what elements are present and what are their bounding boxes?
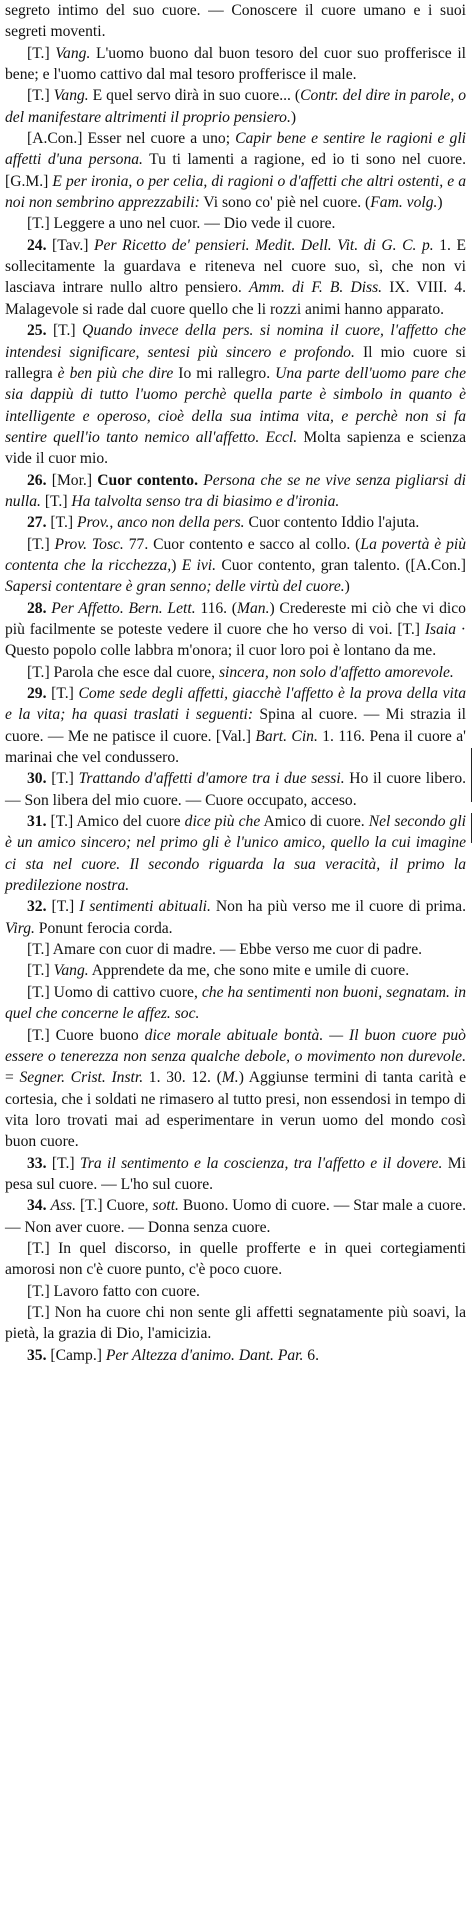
entry-paragraph <box>5 683 466 768</box>
italic-gloss: E ivi. <box>181 556 217 574</box>
italic-gloss: Prov. Tosc. <box>54 535 124 553</box>
entry-text: [T.] <box>46 770 79 788</box>
entry-text: [A.Con.] Esser nel cuore a uno; <box>27 130 236 148</box>
entry-text: ) Aggiunse termini di tanta carità e cortesia, che i soldati ne rimasero al tutto presi, non essendosi in tempo di vita loro trovati mai ad esperimentare in verun uomo del mondo così buon cuore. <box>5 1069 467 1151</box>
italic-gloss: Virg. <box>5 919 35 937</box>
entry-text: [T.] <box>46 514 77 532</box>
sense-number: 29. <box>27 685 47 702</box>
italic-gloss: Prov., anco non della pers. <box>76 514 245 532</box>
entry-text: E quel servo dirà in suo cuore... ( <box>88 87 301 105</box>
italic-gloss: Ass. <box>50 1197 77 1215</box>
entry-paragraph <box>5 235 466 320</box>
italic-gloss: Nel secondo gli è un amico sincero; nel primo gli è l'unico amico, quello la cui imagine ci sta nel cuore. Il secondo riguarda la sua veracità, il primo la predilezione nostra. <box>5 813 467 895</box>
dictionary-entry-cuore <box>5 0 466 1366</box>
italic-gloss: Sapersi contentare è gran senno; delle virtù del cuore. <box>5 578 345 596</box>
entry-text: 1. 30. 12. ( <box>143 1069 222 1087</box>
sense-number: 33. <box>27 1154 47 1172</box>
entry-text: Io mi rallegro. <box>173 364 276 382</box>
italic-gloss: Contr. del dire in parole, o del manifestare altrimenti il proprio pensiero. <box>5 87 467 126</box>
entry-text: Cuor contento, gran talento. ([A.Con.] <box>216 556 466 574</box>
entry-text: Vi sono co' piè nel cuore. ( <box>199 194 371 212</box>
entry-text: Non ha più verso me il cuore di prima. <box>210 898 466 916</box>
entry-text: 6. <box>303 1346 319 1364</box>
entry-text: Il mio cuore si rallegra <box>5 343 466 382</box>
italic-gloss: sott. <box>152 1197 179 1215</box>
entry-paragraph <box>5 512 466 533</box>
entry-paragraph <box>5 470 466 513</box>
italic-gloss: Vang. <box>55 44 91 62</box>
italic-gloss: dice morale abituale bontà. — Il buon cuore può essere o tenerezza non senza qualche debole, o movimento non durevole. <box>5 1026 466 1065</box>
entry-text: [T.] <box>46 898 80 916</box>
italic-gloss: Trattando d'affetti d'amore tra i due sessi. <box>78 770 345 788</box>
entry-text: Ho il cuore libero. — Son libera del mio cuore. — Cuore occupato, acceso. <box>5 770 467 809</box>
italic-gloss: dice più che <box>184 813 261 831</box>
entry-text: [T.] <box>46 1154 80 1172</box>
entry-text: segreto intimo del suo cuore. — Conoscere il cuore umano e i suoi segreti moventi. <box>5 2 466 41</box>
entry-paragraph <box>5 128 466 213</box>
entry-paragraph <box>5 43 466 86</box>
italic-gloss: Per Altezza d'animo. Dant. Par. <box>105 1346 304 1364</box>
entry-text: Tu ti lamenti a ragione, ed io ti sono nel cuore. [G.M.] <box>5 151 466 190</box>
entry-text: Cuor contento Iddio l'ajuta. <box>244 514 420 532</box>
entry-text: [T.] <box>27 44 56 62</box>
italic-gloss: La povertà è più contenta che la ricchezza, <box>5 535 466 574</box>
entry-text: [Mor.] <box>46 471 98 489</box>
entry-text: IX. VIII. 4. Malagevole si rade dal cuore quello che li rozzi animi hanno apparato. <box>5 279 467 318</box>
entry-text: [T.] In quel discorso, in quelle profferte e in quei cortegiamenti amorosi non c'è cuore punto, c'è poco cuore. <box>5 1239 466 1279</box>
headword-phrase: Cuor contento. <box>97 471 198 489</box>
entry-text: Buono. Uomo di cuore. — Star male a cuore. — Non aver cuore. — Donna senza cuore. <box>5 1197 466 1236</box>
italic-gloss: I sentimenti abituali. <box>79 898 211 916</box>
sense-number: 26. <box>27 471 47 489</box>
entry-text: L'uomo buono dal buon tesoro del cuor suo profferisce il bene; e l'uomo cattivo dal mal tesoro profferisce il male. <box>5 44 466 84</box>
entry-paragraph <box>5 896 466 939</box>
italic-gloss: Vang. <box>53 87 89 105</box>
entry-paragraph <box>5 939 466 960</box>
sense-number: 24. <box>27 236 47 254</box>
italic-gloss: Quando invece della pers. si nomina il cuore, l'affetto che intendesi significare, sentesi più sincero e profondo. <box>5 322 467 361</box>
entry-text: · Questo popolo colle labbra m'onora; il cuor loro poi è lontano da me. <box>5 620 466 660</box>
entry-text: ) Credereste mi ciò che vi dico più facilmente se poteste vedere il cuore che ho verso di voi. [T.] <box>5 599 466 638</box>
sense-number: 27. <box>27 514 47 532</box>
margin-rule <box>471 748 472 802</box>
entry-text: [T.] Amare con cuor di madre. — Ebbe verso me cuor di padre. <box>27 941 423 959</box>
italic-gloss: Fam. volg. <box>370 194 438 212</box>
entry-paragraph <box>5 1025 466 1153</box>
entry-text: [T.] <box>27 535 55 553</box>
sense-number: 32. <box>27 898 47 916</box>
entry-text: Mi pesa sul cuore. — L'ho sul cuore. <box>5 1154 466 1193</box>
italic-gloss: Vang. <box>53 962 89 980</box>
entry-paragraph <box>5 662 466 683</box>
italic-gloss: E per ironia, o per celia, di ragioni o d'affetti che altri ostenti, e a noi non sembrino apprezzabili: <box>5 172 466 212</box>
entry-text: [T.] <box>46 322 83 340</box>
entry-text: 1. E sollecitamente la guardava e riteneva nel cuore suo, sì, che non vi lasciava intrare nullo altro pensiero. <box>5 236 466 297</box>
italic-gloss: Amm. di F. B. Diss. <box>248 279 383 297</box>
entry-paragraph <box>5 213 466 234</box>
entry-text: [T.] Non ha cuore chi non sente gli affetti segnatamente più soavi, la pietà, la grazia di Dio, l'amicizia. <box>5 1303 466 1343</box>
italic-gloss: Una parte dell'uomo pare che sia dappiù di tutto l'uomo perchè quella parte è simbolo in quanto è intelligente e operoso, cioè della sua intima vita, e perchè non si fa sentire quell'io tanto nemico all'affetto. Eccl. <box>5 364 467 446</box>
entry-text: [T.] <box>27 87 54 105</box>
italic-gloss: Isaia <box>424 620 456 638</box>
entry-text: [T.] <box>46 685 79 702</box>
entry-paragraph <box>5 960 466 981</box>
entry-text: Amico di cuore. <box>260 813 369 831</box>
sense-number: 30. <box>27 770 47 788</box>
italic-gloss: Bart. Cin. <box>255 727 318 745</box>
italic-gloss: Segner. Crist. Instr. <box>19 1069 144 1087</box>
entry-text: [T.] Lavoro fatto con cuore. <box>27 1282 200 1300</box>
entry-text: 116. ( <box>195 599 237 617</box>
italic-gloss: Capir bene e sentire le ragioni e gli affetti d'una persona. <box>5 130 466 169</box>
entry-paragraph <box>5 811 466 896</box>
italic-gloss: che ha sentimenti non buoni, segnatam. in quel che concerne le affez. soc. <box>5 983 467 1023</box>
entry-text: [T.] Cuore, <box>76 1197 153 1215</box>
entry-text: ) <box>290 108 297 126</box>
italic-gloss: Tra il sentimento e la coscienza, tra l'affetto e il dovere. <box>79 1154 443 1172</box>
italic-gloss: Persona che se ne vive senza pigliarsi di nulla. <box>5 471 466 510</box>
entry-text: [T.] Uomo di cattivo cuore, <box>27 983 202 1001</box>
entry-text: [Camp.] <box>46 1346 106 1364</box>
sense-number: 35. <box>27 1346 47 1364</box>
italic-gloss: Per Ricetto de' pensieri. Medit. Dell. Vit. di G. C. p. <box>94 236 434 254</box>
entry-text: Apprendete da me, che sono mite e umile di cuore. <box>88 962 410 980</box>
entry-paragraph <box>5 768 466 811</box>
entry-text: ) <box>344 578 350 596</box>
entry-text: [T.] Amico del cuore <box>46 813 185 831</box>
entry-paragraph <box>5 0 466 43</box>
margin-rule <box>471 813 472 843</box>
entry-text: Ponunt ferocia corda. <box>34 919 173 937</box>
entry-paragraph <box>5 1195 466 1238</box>
entry-paragraph <box>5 1281 466 1302</box>
entry-paragraph <box>5 982 466 1025</box>
sense-number: 31. <box>27 813 47 831</box>
entry-paragraph <box>5 1302 466 1345</box>
entry-paragraph <box>5 1345 466 1366</box>
italic-gloss: sincera, non solo d'affetto amorevole. <box>218 663 454 681</box>
entry-text: [T.] <box>27 962 54 980</box>
italic-gloss: Come sede degli affetti, giacchè l'affetto è la prova della vita e la vita; ha quasi traslati i seguenti: <box>5 685 466 724</box>
entry-text: Molta sapienza e scienza vide il cuor mio. <box>5 428 466 468</box>
entry-text: Spina al cuore. — Mi strazia il cuore. — Me ne patisce il cuore. [Val.] <box>5 706 466 745</box>
entry-paragraph <box>5 534 466 598</box>
entry-paragraph <box>5 85 466 128</box>
italic-gloss: M. <box>221 1069 239 1087</box>
italic-gloss: è ben più che dire <box>57 364 174 382</box>
entry-text: 1. 116. Pena il cuore a' marinai che vel condussero. <box>5 727 466 767</box>
entry-text: 77. Cuor contento e sacco al collo. ( <box>123 535 361 553</box>
entry-text: ) <box>171 556 182 574</box>
sense-number: 25. <box>27 322 47 340</box>
italic-gloss: Per Affetto. Bern. Lett. <box>51 599 196 617</box>
italic-gloss: Ha talvolta senso tra di biasimo e d'ironia. <box>71 492 340 510</box>
entry-paragraph <box>5 598 466 662</box>
entry-text: [T.] Leggere a uno nel cuor. — Dio vede il cuore. <box>27 215 336 233</box>
sense-number: 28. <box>27 599 47 617</box>
entry-text: [T.] Cuore buono <box>27 1026 145 1044</box>
sense-number: 34. <box>27 1197 47 1215</box>
entry-text: ) <box>437 194 443 212</box>
entry-text: [T.] <box>40 492 72 510</box>
entry-paragraph <box>5 1238 466 1281</box>
entry-paragraph <box>5 320 466 469</box>
entry-text: [T.] Parola che esce dal cuore, <box>27 663 219 681</box>
entry-paragraph <box>5 1153 466 1196</box>
italic-gloss: Man. <box>237 599 270 617</box>
entry-text: = <box>5 1069 20 1087</box>
entry-text: [Tav.] <box>46 236 95 254</box>
